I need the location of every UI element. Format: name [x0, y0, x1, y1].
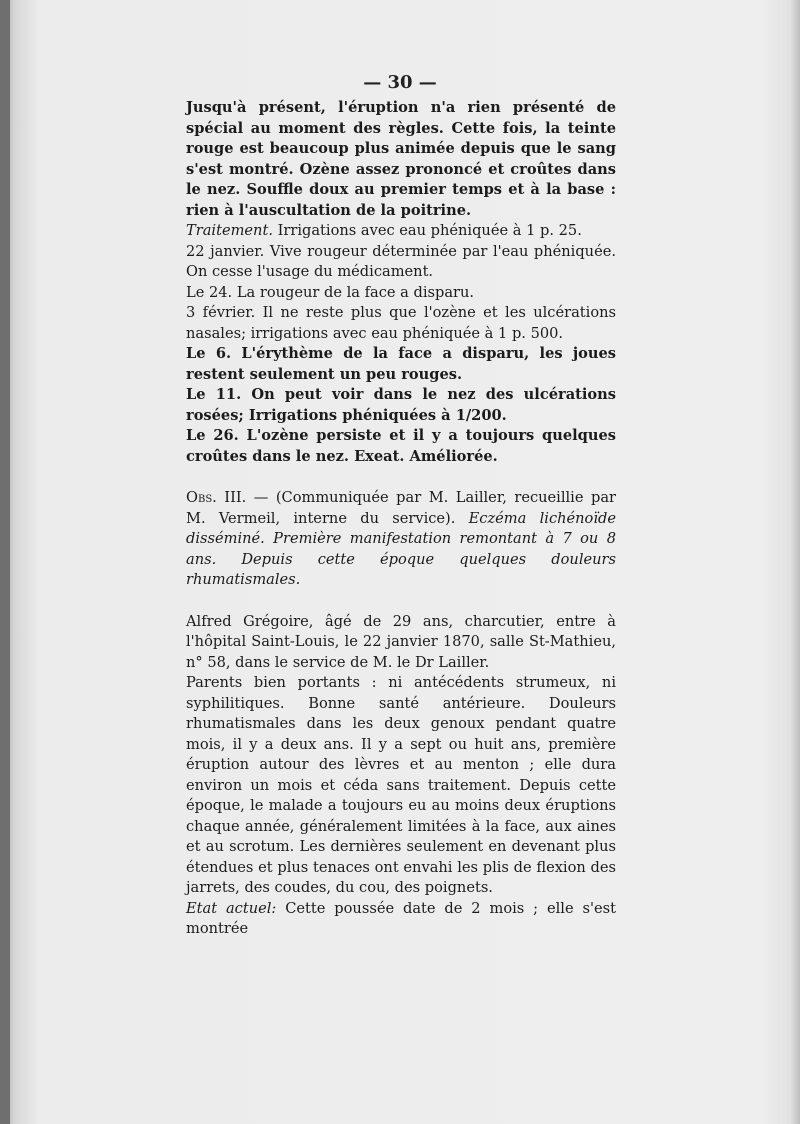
obs-text: — (Communiquée par M. Lailler, recueillie par M. Vermeil, interne du service). [186, 489, 616, 527]
etat-label: Etat actuel: [186, 899, 277, 917]
spacer [186, 467, 616, 488]
paragraph-etat [186, 899, 616, 940]
obs-label: Obs. III. [186, 489, 247, 506]
page-number: — 30 — [363, 72, 437, 93]
page-body [186, 98, 616, 940]
traitement-text: Irrigations avec eau phéniquée à 1 p. 25. [277, 222, 582, 239]
paragraph: 22 janvier. Vive rougeur déterminée par l'eau phéniquée. On cesse l'usage du médicament. [186, 242, 616, 280]
paragraph: Le 6. L'érythème de la face a disparu, les joues restent seulement un peu rouges. [186, 345, 616, 383]
paragraph: Le 24. La rougeur de la face a disparu. [186, 283, 475, 301]
page-binding-edge [0, 0, 10, 1124]
etat-text: Cette poussée date de 2 mois ; elle s'est montrée [186, 899, 616, 937]
paragraph: Jusqu'à présent, l'éruption n'a rien présenté de spécial au moment des règles. Cette fois, la teinte rouge est beaucoup plus animée depuis que le sang s'est montré. Ozène assez prononcé et croûtes dans le nez. Souffle doux au premier temps et à la base : rien à l'auscultation de la poitrine. [186, 99, 616, 219]
spacer [186, 591, 616, 612]
paragraph-traitement [186, 221, 616, 242]
observation-heading [186, 488, 616, 591]
paragraph: Le 11. On peut voir dans le nez des ulcérations rosées; Irrigations phéniquées à 1/200. [186, 386, 616, 424]
obs-italic: Eczéma lichénoïde disséminé. Première manifestation remontant à 7 ou 8 ans. Depuis cette époque quelques douleurs rhumatismales. [186, 509, 616, 588]
traitement-label: Traitement. [186, 222, 273, 239]
top-section [186, 98, 616, 467]
paragraph: 3 février. Il ne reste plus que l'ozène et les ulcérations nasales; irrigations avec eau phéniquée à 1 p. 500. [186, 304, 616, 342]
paragraph: Alfred Grégoire, âgé de 29 ans, charcutier, entre à l'hôpital Saint-Louis, le 22 janvier 1870, salle St-Mathieu, n° 58, dans le service de M. le Dr Lailler. [186, 612, 616, 671]
paragraph: Le 26. L'ozène persiste et il y a toujours quelques croûtes dans le nez. Exeat. Améliorée. [186, 427, 616, 465]
paragraph: Parents bien portants : ni antécédents strumeux, ni syphilitiques. Bonne santé antérieure. Douleurs rhumatismales dans les deux genoux pendant quatre mois, il y a deux ans. Il y a sept ou huit ans, première éruption autour des lèvres et au menton ; elle dura environ un mois et céda sans traitement. Depuis cette époque, le malade a toujours eu au moins deux éruptions chaque année, généralement limitées à la face, aux aines et au scrotum. Les dernières seulement en devenant plus étendues et plus tenaces ont envahi les plis de flexion des jarrets, des coudes, du cou, des poignets. [186, 674, 616, 896]
